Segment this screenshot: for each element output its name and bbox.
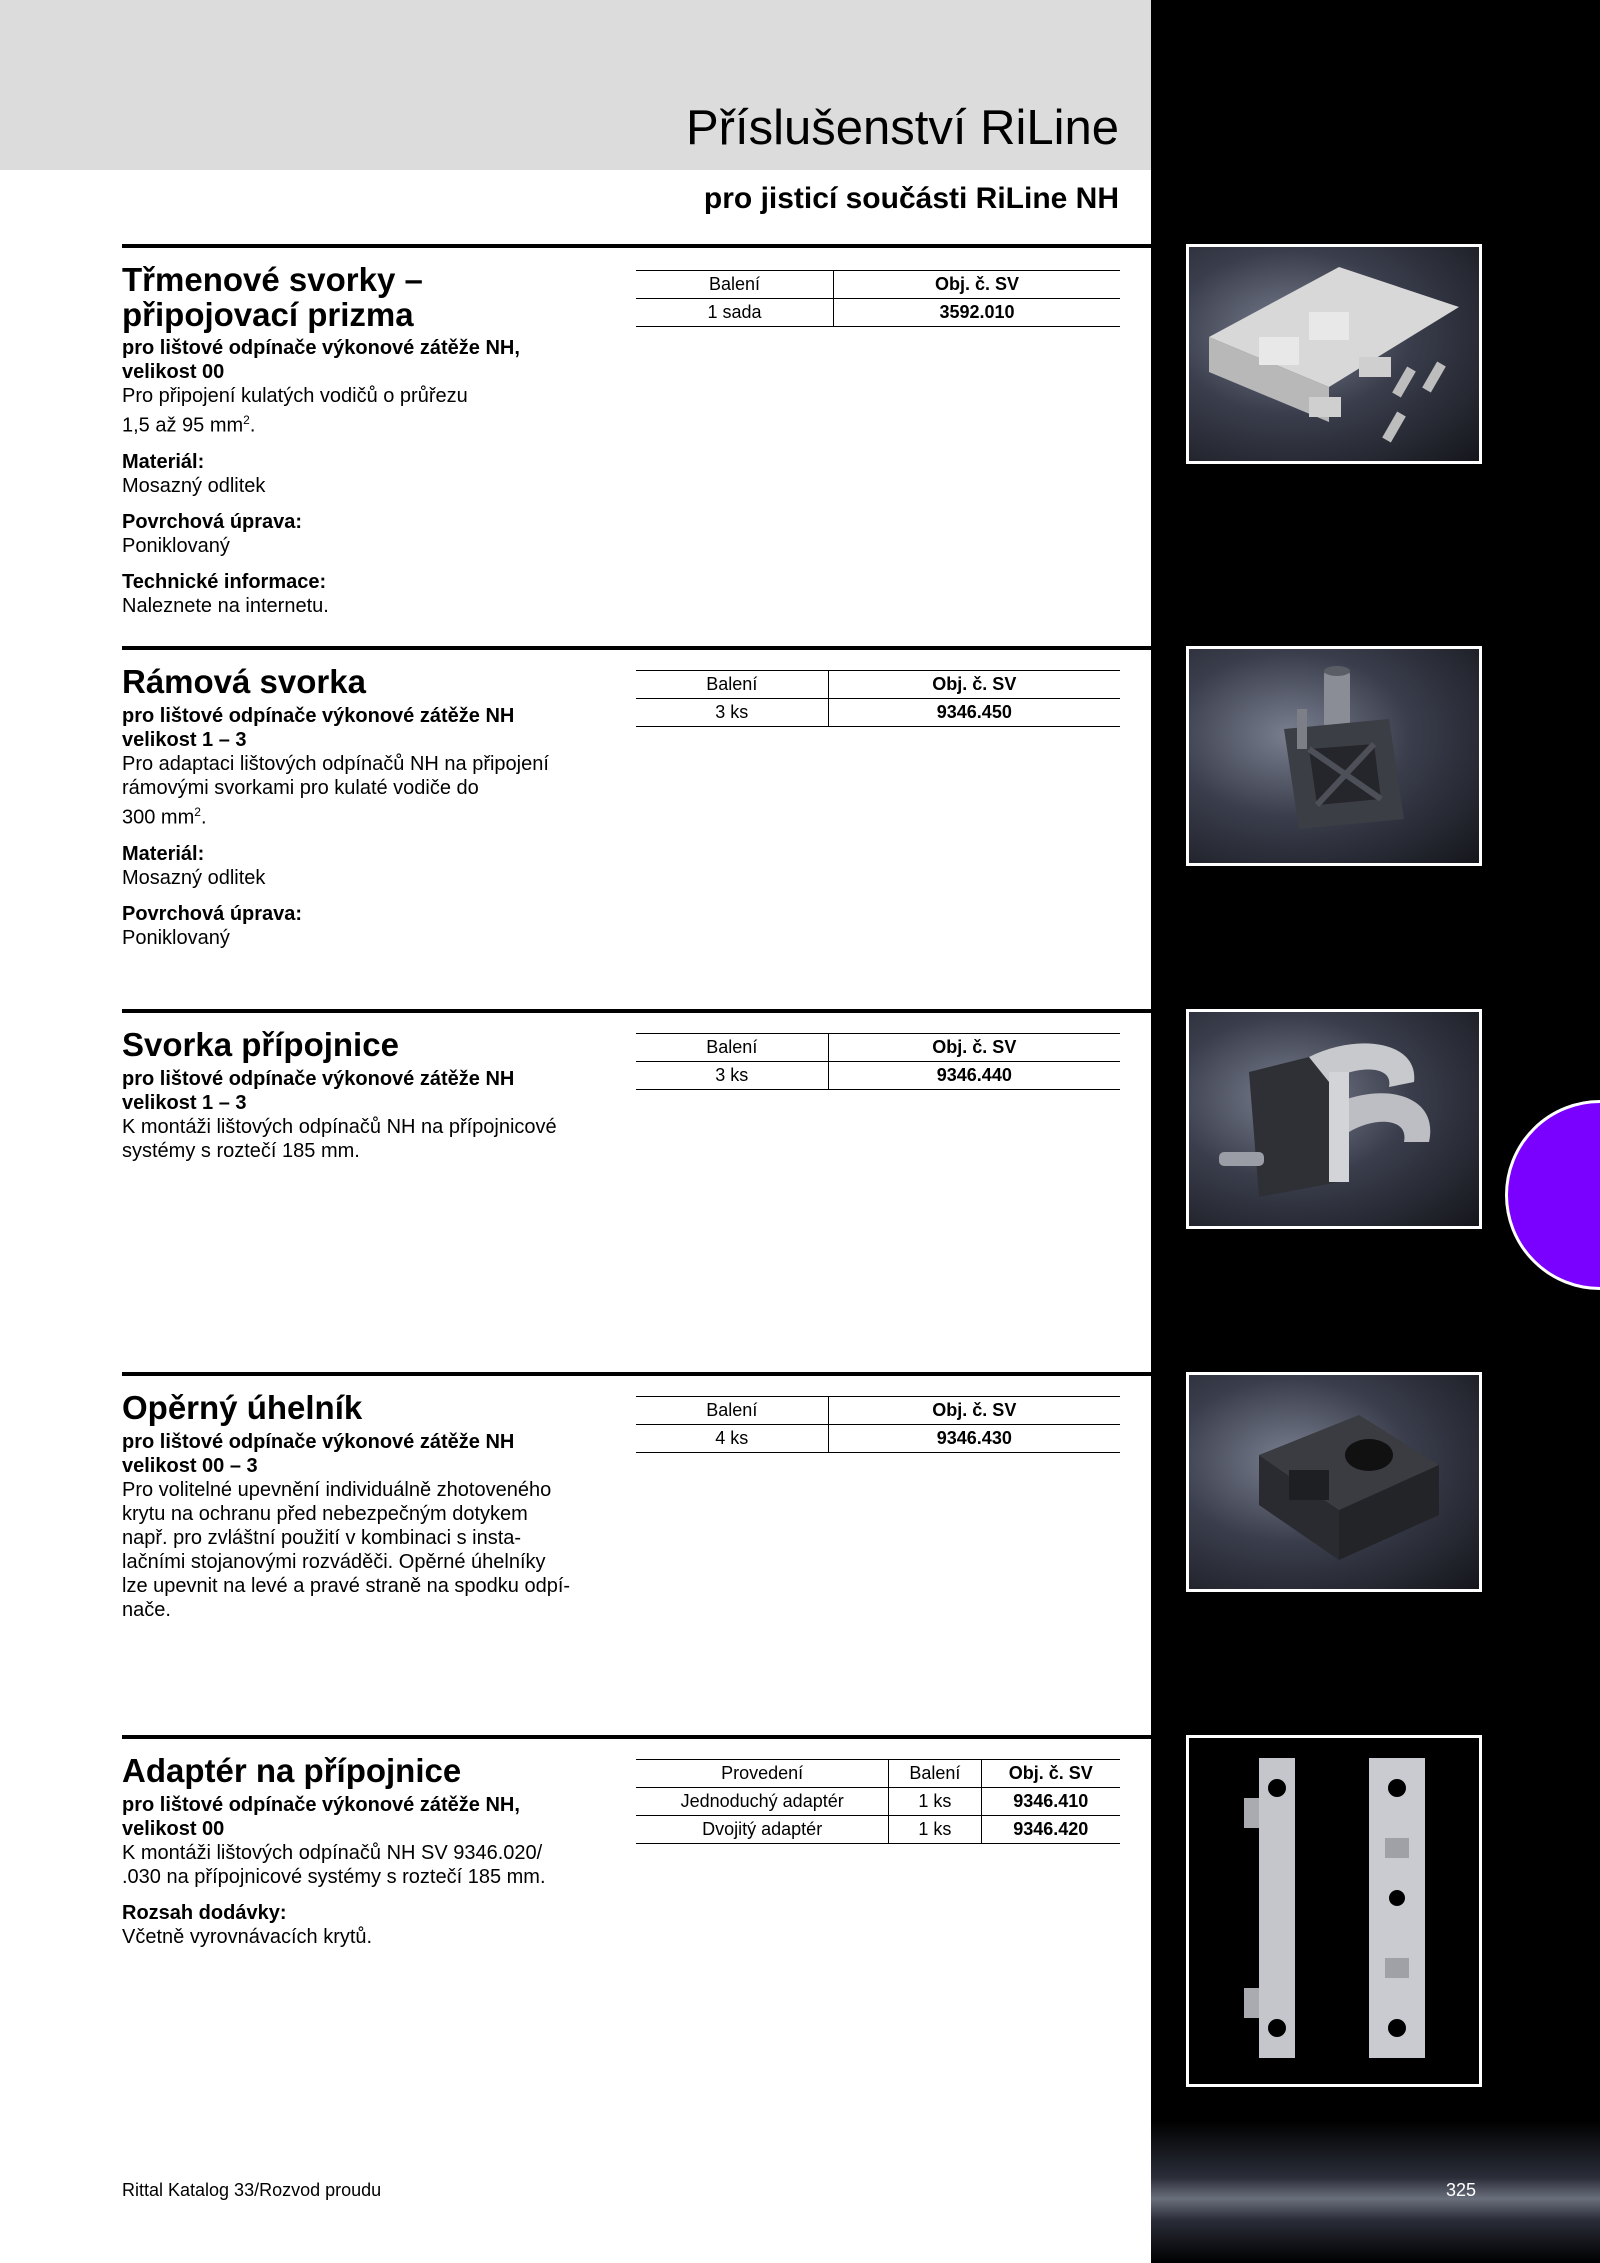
product-description xyxy=(122,1430,622,1622)
table-row xyxy=(636,1816,1120,1844)
description-line: 300 $mm^2$. xyxy=(122,805,207,829)
order-table xyxy=(636,670,1120,727)
busbar-clamp-illustration xyxy=(1189,1012,1482,1229)
product-title-line: připojovací prizma xyxy=(122,296,414,333)
page-number: 325 xyxy=(1446,2180,1477,2200)
product-subtitle: pro lištové odpínače výkonové zátěže NH xyxy=(122,705,515,727)
product-subtitle: velikost 1 – 3 xyxy=(122,729,247,751)
table-cell: 4 ks xyxy=(636,1425,828,1453)
order-number: 9346.420 xyxy=(981,1816,1120,1844)
product-section-adapter xyxy=(122,1735,1151,2095)
support-bracket-illustration xyxy=(1189,1375,1482,1592)
table-header-row xyxy=(636,671,1120,699)
table-header: Obj. č. SV xyxy=(828,671,1120,699)
description-line: Pro připojení kulatých vodičů o průřezu xyxy=(122,385,468,407)
table-row xyxy=(636,699,1120,727)
order-number: 3592.010 xyxy=(834,299,1121,327)
table-header-row xyxy=(636,1397,1120,1425)
table-header: Obj. č. SV xyxy=(981,1760,1120,1788)
product-section-trmenove-svorky xyxy=(122,244,1151,644)
product-title xyxy=(122,262,622,332)
description-line: nače. xyxy=(122,1599,171,1621)
table-header-row xyxy=(636,1034,1120,1062)
scope-label: Rozsah dodávky: xyxy=(122,1902,287,1924)
product-section-operny-uhelnik xyxy=(122,1372,1151,1732)
description-line: systémy s roztečí 185 mm. xyxy=(122,1140,360,1162)
product-photo xyxy=(1186,244,1482,464)
table-row xyxy=(636,299,1120,327)
order-table xyxy=(636,1396,1120,1453)
product-description xyxy=(122,336,622,618)
side-band-sheen xyxy=(1151,2120,1600,2263)
table-header: Balení xyxy=(636,671,828,699)
table-row xyxy=(636,1425,1120,1453)
table-header: Obj. č. SV xyxy=(834,271,1121,299)
surface-value: Poniklovaný xyxy=(122,534,230,557)
product-photo xyxy=(1186,1735,1482,2087)
table-header-row xyxy=(636,271,1120,299)
order-table xyxy=(636,1759,1120,1844)
product-photo xyxy=(1186,1009,1482,1229)
product-subtitle: velikost 00 – 3 xyxy=(122,1455,258,1477)
catalog-footer: Rittal Katalog 33/Rozvod proudu xyxy=(122,2180,382,2200)
table-cell: 3 ks xyxy=(636,699,828,727)
material-value: Mosazný odlitek xyxy=(122,866,266,889)
product-description xyxy=(122,704,622,950)
tech-info-label: Technické informace: xyxy=(122,570,327,593)
product-title: Svorka přípojnice xyxy=(122,1026,399,1063)
table-header: Obj. č. SV xyxy=(828,1397,1120,1425)
table-cell: 3 ks xyxy=(636,1062,828,1090)
description-line: např. pro zvláštní použití v kombinaci s insta- xyxy=(122,1527,522,1549)
frame-clamp-illustration xyxy=(1189,649,1482,866)
material-label: Materiál: xyxy=(122,842,205,865)
product-subtitle: velikost 1 – 3 xyxy=(122,1092,247,1114)
description-line: rámovými svorkami pro kulaté vodiče do xyxy=(122,777,479,799)
description-line: lačními stojanovými rozváděči. Opěrné úhelníky xyxy=(122,1551,546,1573)
description-line: K montáži lištových odpínačů NH na přípojnicové xyxy=(122,1116,557,1138)
description-line: lze upevnit na levé a pravé straně na spodku odpí- xyxy=(122,1575,571,1597)
table-cell: 1 sada xyxy=(636,299,834,327)
product-description xyxy=(122,1067,622,1163)
table-cell: 1 ks xyxy=(889,1788,981,1816)
surface-label: Povrchová úprava: xyxy=(122,510,303,533)
product-subtitle: pro lištové odpínače výkonové zátěže NH, xyxy=(122,1794,520,1816)
product-subtitle: pro lištové odpínače výkonové zátěže NH xyxy=(122,1068,515,1090)
product-section-svorka-pripojnice xyxy=(122,1009,1151,1369)
material-label: Materiál: xyxy=(122,450,205,473)
product-title-line: Třmenové svorky – xyxy=(122,261,423,298)
product-title: Opěrný úhelník xyxy=(122,1389,363,1426)
product-subtitle: pro lištové odpínače výkonové zátěže NH, xyxy=(122,337,520,359)
table-header-row xyxy=(636,1760,1120,1788)
table-row xyxy=(636,1788,1120,1816)
table-cell: Jednoduchý adaptér xyxy=(636,1788,889,1816)
description-line: krytu na ochranu před nebezpečným dotykem xyxy=(122,1503,528,1525)
order-number: 9346.450 xyxy=(828,699,1120,727)
table-header: Obj. č. SV xyxy=(828,1034,1120,1062)
product-section-ramova-svorka xyxy=(122,646,1151,1006)
surface-label: Povrchová úprava: xyxy=(122,902,303,925)
product-photo xyxy=(1186,646,1482,866)
table-cell: 1 ks xyxy=(889,1816,981,1844)
product-description xyxy=(122,1793,622,1949)
surface-value: Poniklovaný xyxy=(122,926,230,949)
product-photo xyxy=(1186,1372,1482,1592)
scope-value: Včetně vyrovnávacích krytů. xyxy=(122,1926,373,1948)
table-header: Balení xyxy=(636,271,834,299)
table-cell: Dvojitý adaptér xyxy=(636,1816,889,1844)
description-line: 1,5 až 95 $mm^2$. xyxy=(122,413,256,437)
order-number: 9346.410 xyxy=(981,1788,1120,1816)
product-subtitle: pro lištové odpínače výkonové zátěže NH xyxy=(122,1431,515,1453)
product-subtitle: velikost 00 xyxy=(122,1818,225,1840)
table-row xyxy=(636,1062,1120,1090)
description-line: Pro volitelné upevnění individuálně zhotoveného xyxy=(122,1479,552,1501)
description-line: K montáži lištových odpínačů NH SV 9346.020/ xyxy=(122,1842,543,1864)
product-subtitle: velikost 00 xyxy=(122,361,225,383)
clamp-prism-illustration xyxy=(1189,247,1482,464)
table-header: Balení xyxy=(889,1760,981,1788)
table-header: Provedení xyxy=(636,1760,889,1788)
product-title: Rámová svorka xyxy=(122,663,366,700)
order-number: 9346.430 xyxy=(828,1425,1120,1453)
order-table xyxy=(636,270,1120,327)
busbar-adapter-illustration xyxy=(1189,1738,1482,2087)
description-line: .030 na přípojnicové systémy s roztečí 185 mm. xyxy=(122,1866,546,1888)
product-title: Adaptér na přípojnice xyxy=(122,1752,462,1789)
description-line: Pro adaptaci lištových odpínačů NH na připojení xyxy=(122,753,549,775)
page-subtitle: pro jisticí součásti RiLine NH xyxy=(703,182,1119,215)
tech-info-value: Naleznete na internetu. xyxy=(122,594,329,617)
table-header: Balení xyxy=(636,1034,828,1062)
table-header: Balení xyxy=(636,1397,828,1425)
page-title: Příslušenství RiLine xyxy=(685,101,1119,155)
order-number: 9346.440 xyxy=(828,1062,1120,1090)
order-table xyxy=(636,1033,1120,1090)
material-value: Mosazný odlitek xyxy=(122,474,266,497)
